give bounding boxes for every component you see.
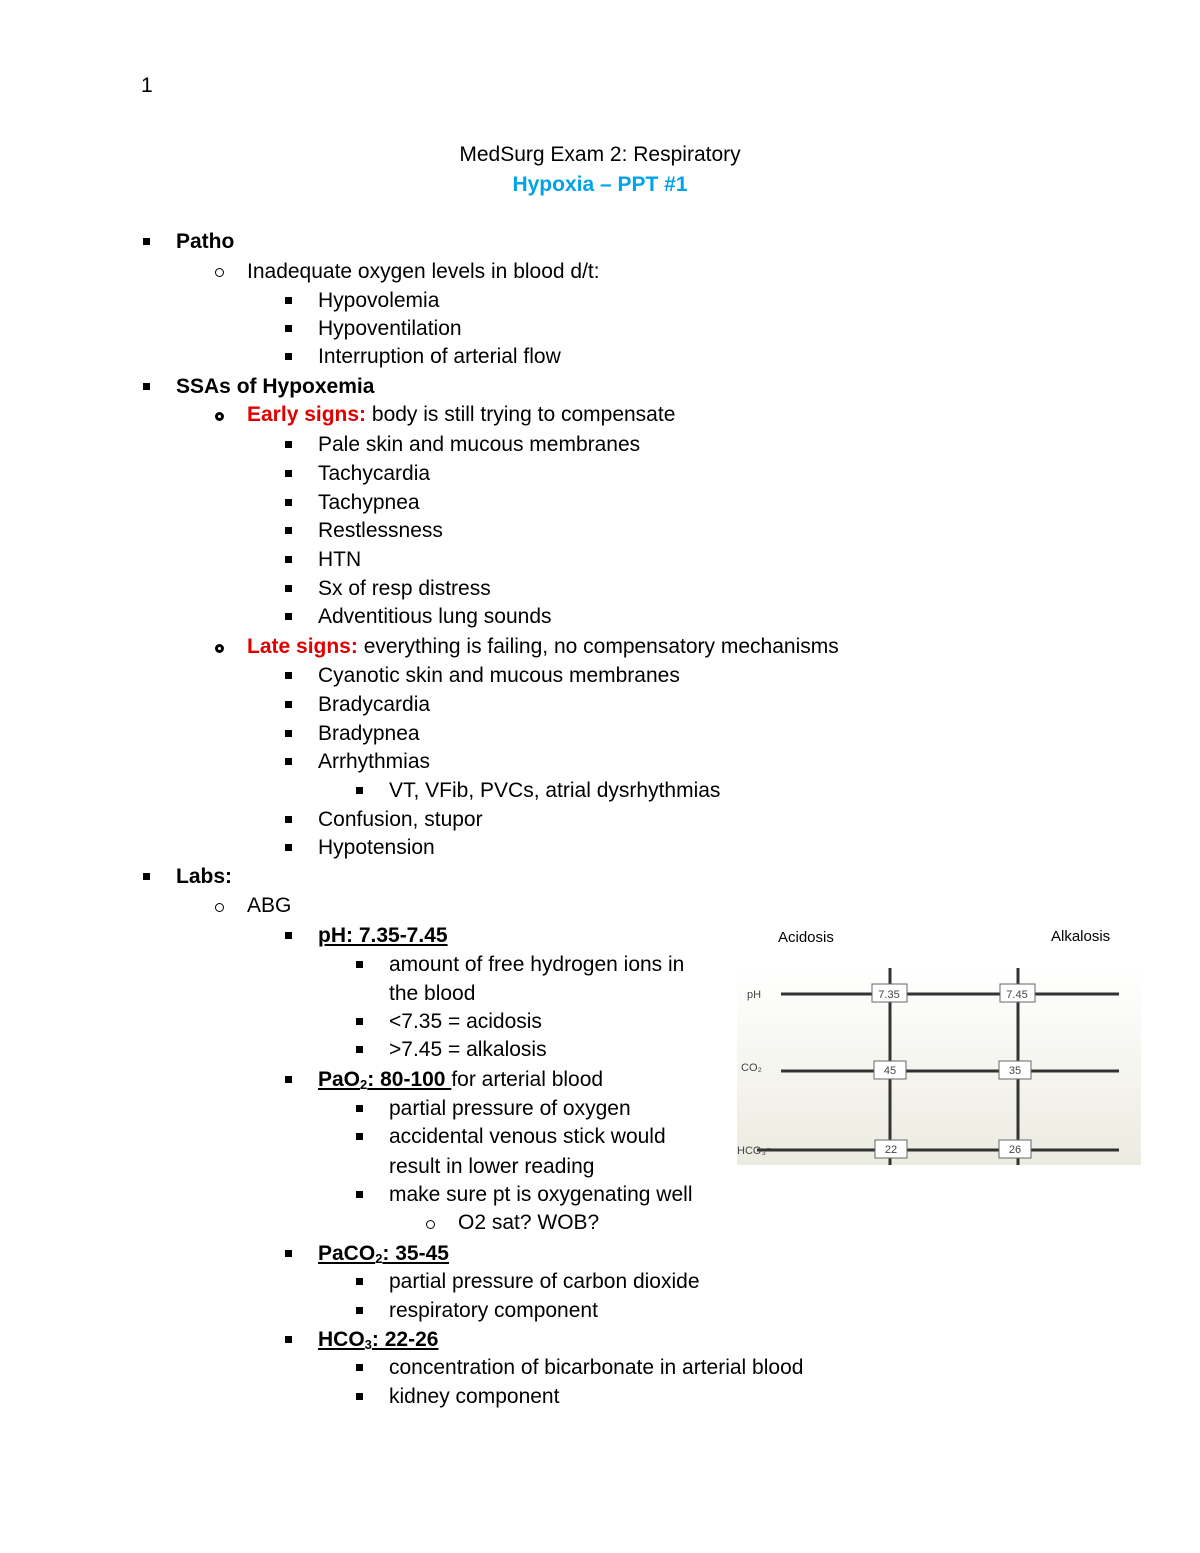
bullet-square-icon (356, 1018, 363, 1025)
ssa-heading: SSAs of Hypoxemia (176, 375, 375, 398)
bullet-circle-icon (215, 903, 224, 912)
co2-low-value: 45 (883, 1065, 897, 1077)
bullet-square-icon (285, 613, 292, 620)
hco3-high-value: 26 (1008, 1144, 1022, 1156)
ph-low-value: 7.35 (878, 989, 900, 1001)
bullet-square-icon (285, 816, 292, 823)
list-item: Adventitious lung sounds (318, 605, 552, 628)
page-number: 1 (141, 74, 153, 97)
list-item: kidney component (389, 1385, 560, 1408)
bullet-square-icon (356, 1105, 363, 1112)
list-item: Sx of resp distress (318, 577, 491, 600)
bullet-square-icon (356, 1046, 363, 1053)
list-item: VT, VFib, PVCs, atrial dysrhythmias (389, 779, 721, 802)
bullet-square-icon (285, 844, 292, 851)
alkalosis-label: Alkalosis (1051, 928, 1111, 945)
list-item: Cyanotic skin and mucous membranes (318, 664, 680, 687)
pao2-label: PaO$_2$: 80-100 (318, 1068, 452, 1092)
list-item-continued: the blood (389, 982, 476, 1005)
bullet-square-icon (356, 1393, 363, 1400)
bullet-square-icon (143, 873, 150, 880)
hco3-row-label: HCO₃⁻ (737, 1145, 772, 1157)
bullet-square-icon (356, 1278, 363, 1285)
labs-heading: Labs: (176, 865, 233, 888)
bullet-square-icon (143, 238, 150, 245)
abg-diagram (737, 968, 1141, 1165)
ph-high-value: 7.45 (1006, 989, 1028, 1001)
bullet-square-icon (356, 1133, 363, 1140)
bullet-square-icon (285, 1250, 292, 1257)
bullet-square-icon (285, 441, 292, 448)
list-item: Hypoventilation (318, 317, 462, 340)
pao2-suffix: for arterial blood (451, 1068, 604, 1091)
list-item: partial pressure of oxygen (389, 1097, 631, 1120)
bullet-square-icon (356, 787, 363, 794)
bullet-square-icon (356, 961, 363, 968)
late-signs-desc: everything is failing, no compensatory mechanisms (357, 635, 839, 658)
list-item: <7.35 = acidosis (389, 1010, 542, 1033)
list-item: O2 sat? WOB? (458, 1211, 600, 1234)
bullet-square-icon (285, 556, 292, 563)
co2-high-value: 35 (1008, 1065, 1022, 1077)
abg-label: ABG (247, 894, 292, 917)
bullet-square-icon (285, 325, 292, 332)
list-item: Pale skin and mucous membranes (318, 433, 641, 456)
list-item: HTN (318, 548, 362, 571)
list-item: Bradypnea (318, 722, 420, 745)
list-item-continued: result in lower reading (389, 1155, 595, 1178)
hco3-label: $HCO_3$: 22-26 (318, 1328, 439, 1352)
list-item: Hypovolemia (318, 289, 440, 312)
patho-heading: Patho (176, 230, 235, 253)
hco3-low-value: 22 (884, 1144, 898, 1156)
early-signs-label: Early signs: (247, 403, 367, 426)
bullet-square-icon (285, 701, 292, 708)
list-item: Interruption of arterial flow (318, 345, 561, 368)
list-item: Bradycardia (318, 693, 431, 716)
bullet-square-icon (143, 383, 150, 390)
list-item: Tachypnea (318, 491, 420, 514)
acidosis-label: Acidosis (778, 929, 834, 946)
bullet-square-icon (285, 353, 292, 360)
bullet-circle-icon (426, 1220, 435, 1229)
list-item: Restlessness (318, 519, 443, 542)
list-item: respiratory component (389, 1299, 598, 1322)
bullet-square-icon (356, 1364, 363, 1371)
bullet-square-icon (356, 1307, 363, 1314)
bullet-square-icon (285, 932, 292, 939)
bullet-circle-icon (215, 644, 224, 653)
list-item: >7.45 = alkalosis (389, 1038, 547, 1061)
early-signs-line (247, 401, 675, 429)
late-signs-label: Late signs: (247, 635, 358, 658)
bullet-square-icon (285, 672, 292, 679)
paco2-label: PaCO$_2$: 35-45 (318, 1242, 449, 1266)
bullet-square-icon (285, 499, 292, 506)
bullet-circle-icon (215, 412, 224, 421)
list-item: partial pressure of carbon dioxide (389, 1270, 700, 1293)
bullet-square-icon (285, 1336, 292, 1343)
list-item: Tachycardia (318, 462, 431, 485)
list-item: Hypotension (318, 836, 435, 859)
bullet-square-icon (285, 470, 292, 477)
list-item: amount of free hydrogen ions in (389, 953, 685, 976)
early-signs-desc: body is still trying to compensate (366, 403, 676, 426)
co2-row-label: CO₂ (741, 1062, 762, 1074)
diagram-background (737, 968, 1141, 1165)
list-item: Arrhythmias (318, 750, 431, 773)
bullet-square-icon (285, 297, 292, 304)
list-item: accidental venous stick would (389, 1125, 666, 1148)
list-item: concentration of bicarbonate in arterial blood (389, 1356, 804, 1379)
bullet-circle-icon (215, 268, 224, 277)
bullet-square-icon (285, 527, 292, 534)
list-item: Confusion, stupor (318, 808, 483, 831)
bullet-square-icon (285, 585, 292, 592)
ph-label: pH: 7.35-7.45 (318, 924, 448, 947)
page-subtitle: Hypoxia – PPT #1 (512, 173, 688, 196)
bullet-square-icon (356, 1191, 363, 1198)
patho-cause: Inadequate oxygen levels in blood d/t: (247, 260, 600, 283)
page-title: MedSurg Exam 2: Respiratory (459, 143, 741, 166)
bullet-square-icon (285, 1076, 292, 1083)
ph-row-label: pH (747, 989, 762, 1001)
bullet-square-icon (285, 758, 292, 765)
list-item: make sure pt is oxygenating well (389, 1183, 693, 1206)
late-signs-line (247, 633, 839, 661)
bullet-square-icon (285, 730, 292, 737)
